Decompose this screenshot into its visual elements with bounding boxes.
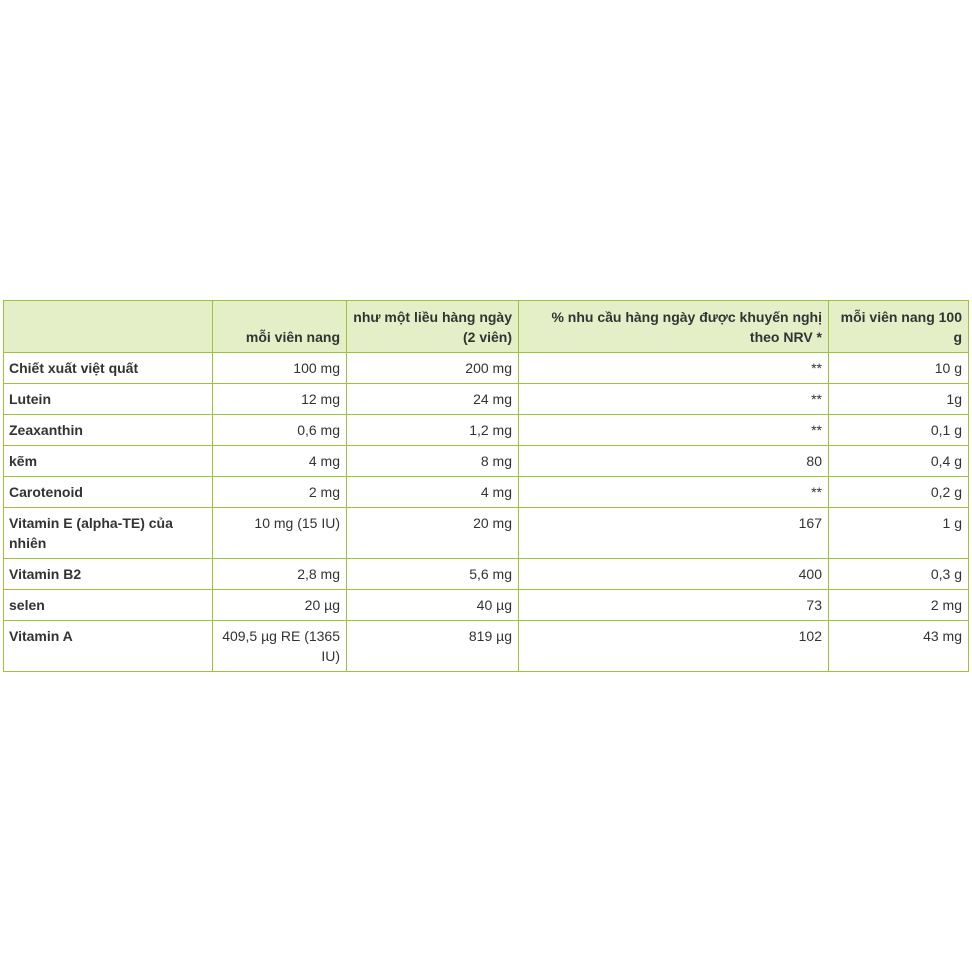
cell-nrv-percent: **	[519, 415, 829, 446]
cell-ingredient: Vitamin B2	[4, 559, 213, 590]
cell-per-100g: 0,4 g	[829, 446, 969, 477]
header-per-100g: mỗi viên nang 100 g	[829, 301, 969, 353]
cell-daily-dose: 24 mg	[347, 384, 519, 415]
table-row	[4, 415, 969, 446]
cell-nrv-percent: **	[519, 353, 829, 384]
cell-ingredient: Zeaxanthin	[4, 415, 213, 446]
cell-per-100g: 0,1 g	[829, 415, 969, 446]
cell-per-100g: 0,3 g	[829, 559, 969, 590]
cell-per-100g: 43 mg	[829, 621, 969, 672]
cell-per-capsule: 12 mg	[213, 384, 347, 415]
cell-daily-dose: 1,2 mg	[347, 415, 519, 446]
cell-per-capsule: 100 mg	[213, 353, 347, 384]
table-row	[4, 559, 969, 590]
table-row	[4, 353, 969, 384]
nutrition-table	[3, 300, 969, 672]
cell-daily-dose: 4 mg	[347, 477, 519, 508]
cell-per-capsule: 2,8 mg	[213, 559, 347, 590]
cell-ingredient: kẽm	[4, 446, 213, 477]
table-header-row	[4, 301, 969, 353]
table-row	[4, 590, 969, 621]
table-row	[4, 384, 969, 415]
cell-per-capsule: 409,5 µg RE (1365 IU)	[213, 621, 347, 672]
cell-per-100g: 1g	[829, 384, 969, 415]
header-per-capsule: mỗi viên nang	[213, 301, 347, 353]
header-ingredient	[4, 301, 213, 353]
cell-daily-dose: 40 µg	[347, 590, 519, 621]
cell-daily-dose: 819 µg	[347, 621, 519, 672]
cell-per-capsule: 20 µg	[213, 590, 347, 621]
cell-nrv-percent: **	[519, 384, 829, 415]
cell-ingredient: Vitamin A	[4, 621, 213, 672]
cell-nrv-percent: 80	[519, 446, 829, 477]
header-daily-dose: như một liều hàng ngày (2 viên)	[347, 301, 519, 353]
cell-nrv-percent: **	[519, 477, 829, 508]
cell-ingredient: selen	[4, 590, 213, 621]
cell-per-100g: 0,2 g	[829, 477, 969, 508]
cell-ingredient: Lutein	[4, 384, 213, 415]
cell-daily-dose: 5,6 mg	[347, 559, 519, 590]
cell-per-100g: 1 g	[829, 508, 969, 559]
table-row	[4, 477, 969, 508]
nutrition-table-container	[3, 300, 968, 672]
cell-ingredient: Vitamin E (alpha-TE) của nhiên	[4, 508, 213, 559]
cell-per-capsule: 2 mg	[213, 477, 347, 508]
cell-nrv-percent: 102	[519, 621, 829, 672]
cell-per-capsule: 10 mg (15 IU)	[213, 508, 347, 559]
cell-ingredient: Chiết xuất việt quất	[4, 353, 213, 384]
header-nrv-percent: % nhu cầu hàng ngày được khuyến nghị theo NRV *	[519, 301, 829, 353]
cell-per-capsule: 0,6 mg	[213, 415, 347, 446]
table-row	[4, 621, 969, 672]
cell-per-100g: 10 g	[829, 353, 969, 384]
cell-per-capsule: 4 mg	[213, 446, 347, 477]
cell-nrv-percent: 167	[519, 508, 829, 559]
cell-daily-dose: 20 mg	[347, 508, 519, 559]
cell-nrv-percent: 400	[519, 559, 829, 590]
cell-daily-dose: 8 mg	[347, 446, 519, 477]
table-row	[4, 446, 969, 477]
table-row	[4, 508, 969, 559]
cell-per-100g: 2 mg	[829, 590, 969, 621]
cell-ingredient: Carotenoid	[4, 477, 213, 508]
cell-daily-dose: 200 mg	[347, 353, 519, 384]
cell-nrv-percent: 73	[519, 590, 829, 621]
